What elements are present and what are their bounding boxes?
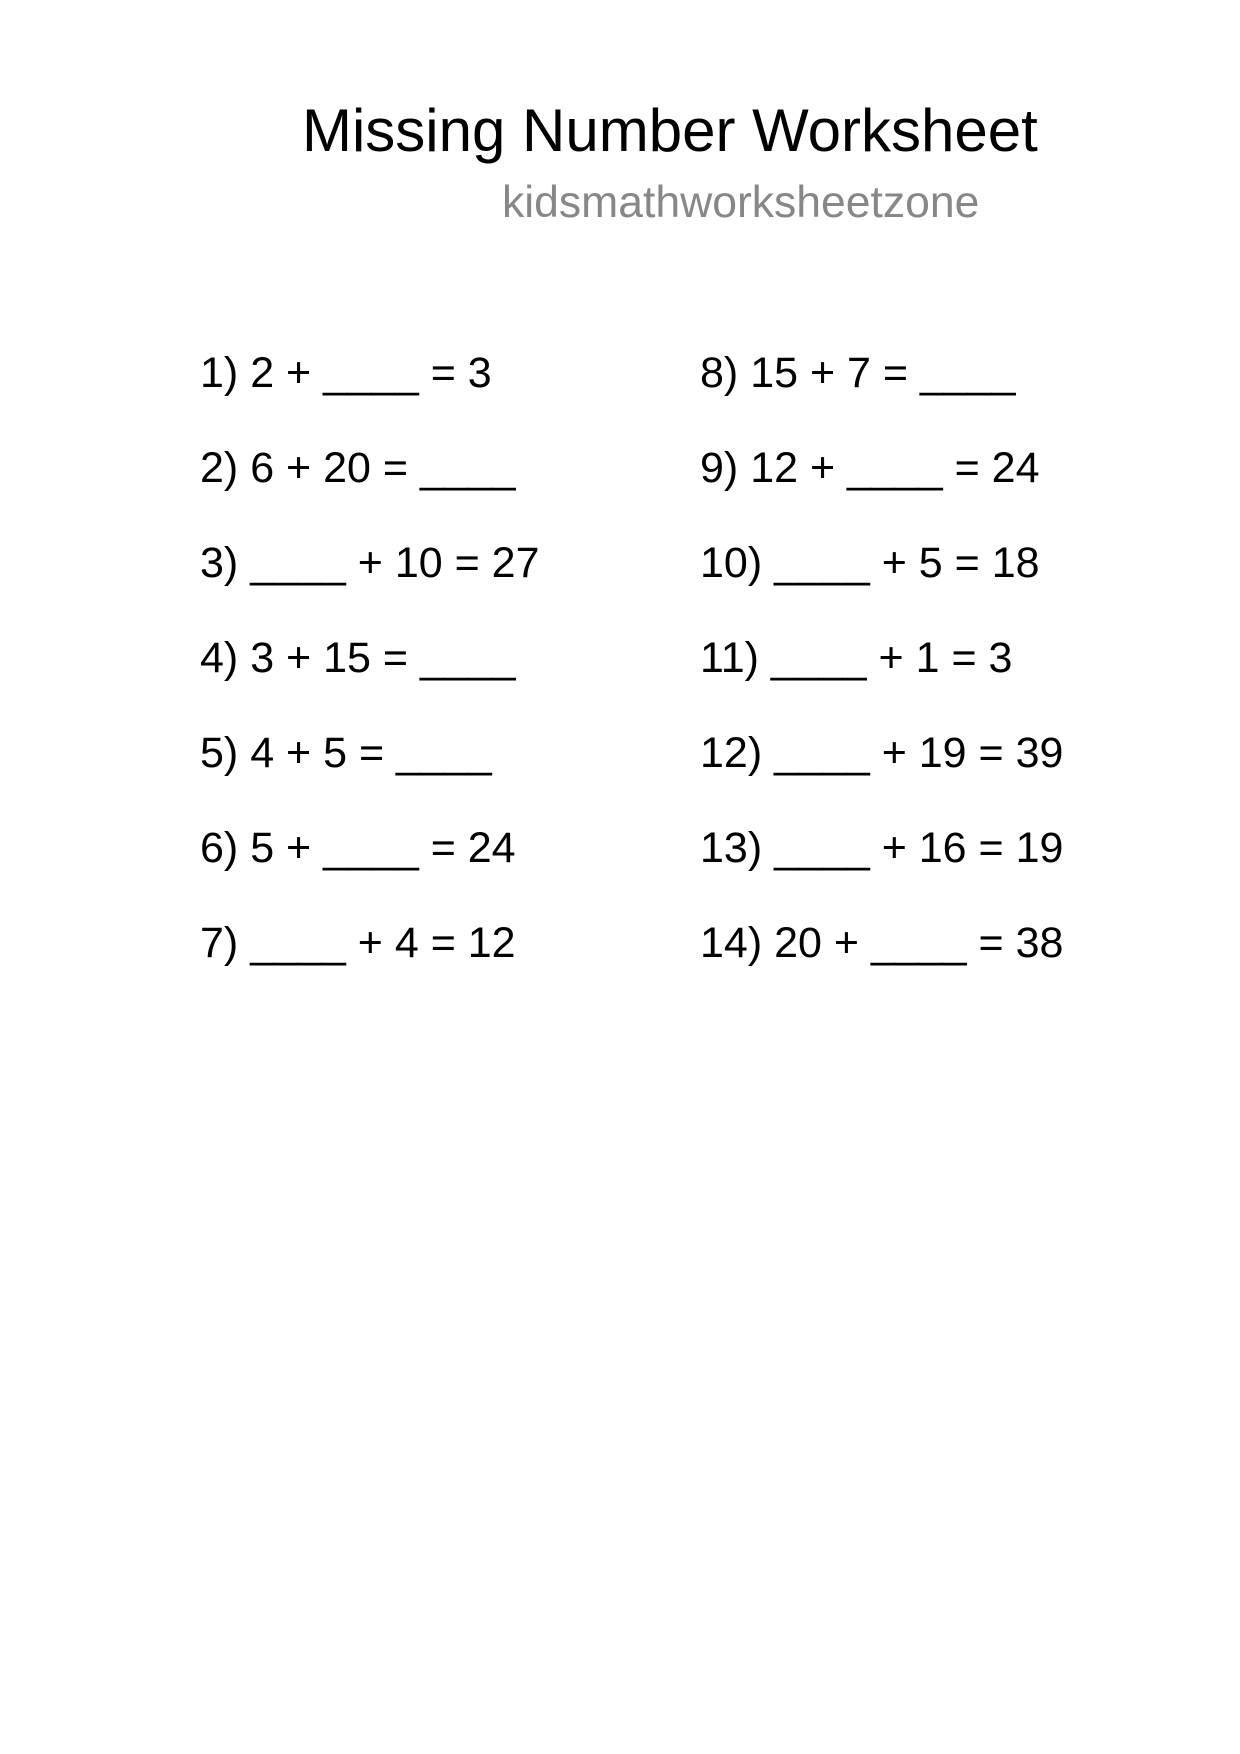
problem-number: 6)	[200, 824, 239, 872]
problem-expression: 12 + ____ = 24	[750, 444, 1040, 492]
problem-expression: 5 + ____ = 24	[250, 824, 516, 872]
problem-expression: 20 + ____ = 38	[774, 919, 1064, 967]
problem-4	[200, 634, 540, 732]
problem-column-right	[700, 349, 1064, 1017]
problem-9	[700, 444, 1063, 542]
problem-number: 2)	[200, 444, 239, 492]
problem-expression: ____ + 1 = 3	[770, 634, 1013, 682]
problem-1	[200, 349, 540, 447]
problem-number: 12)	[700, 729, 763, 777]
problem-6	[200, 824, 540, 922]
problem-5	[200, 729, 540, 827]
problem-expression: ____ + 10 = 27	[250, 539, 540, 587]
problem-7	[200, 919, 540, 1017]
problem-number: 5)	[200, 729, 239, 777]
problem-expression: 6 + 20 = ____	[250, 444, 516, 492]
problem-expression: ____ + 4 = 12	[250, 919, 516, 967]
problem-number: 3)	[200, 539, 239, 587]
problem-expression: ____ + 16 = 19	[774, 824, 1064, 872]
problem-14	[700, 919, 1064, 1017]
problem-number: 4)	[200, 634, 239, 682]
problem-number: 14)	[700, 919, 763, 967]
problem-expression: 2 + ____ = 3	[250, 349, 492, 397]
problem-12	[700, 729, 1064, 827]
problem-13	[700, 824, 1064, 922]
problem-expression: ____ + 5 = 18	[774, 539, 1040, 587]
problem-8	[700, 349, 1063, 447]
problem-number: 8)	[700, 349, 739, 397]
problem-2	[200, 444, 540, 542]
problem-number: 9)	[700, 444, 739, 492]
worksheet-title: Missing Number Worksheet	[302, 97, 1038, 164]
problem-10	[700, 539, 1063, 637]
problem-expression: 3 + 15 = ____	[250, 634, 516, 682]
worksheet-subtitle: kidsmathworksheetzone	[502, 178, 980, 227]
problem-number: 1)	[200, 349, 239, 397]
problem-column-left	[200, 349, 540, 1017]
problem-3	[200, 539, 540, 637]
problem-number: 10)	[700, 539, 763, 587]
problem-expression: 4 + 5 = ____	[250, 729, 492, 777]
problem-expression: ____ + 19 = 39	[774, 729, 1064, 777]
problem-number: 13)	[700, 824, 763, 872]
problem-number: 11)	[700, 634, 759, 682]
problem-number: 7)	[200, 919, 239, 967]
problem-11	[700, 634, 1063, 732]
problem-expression: 15 + 7 = ____	[750, 349, 1016, 397]
